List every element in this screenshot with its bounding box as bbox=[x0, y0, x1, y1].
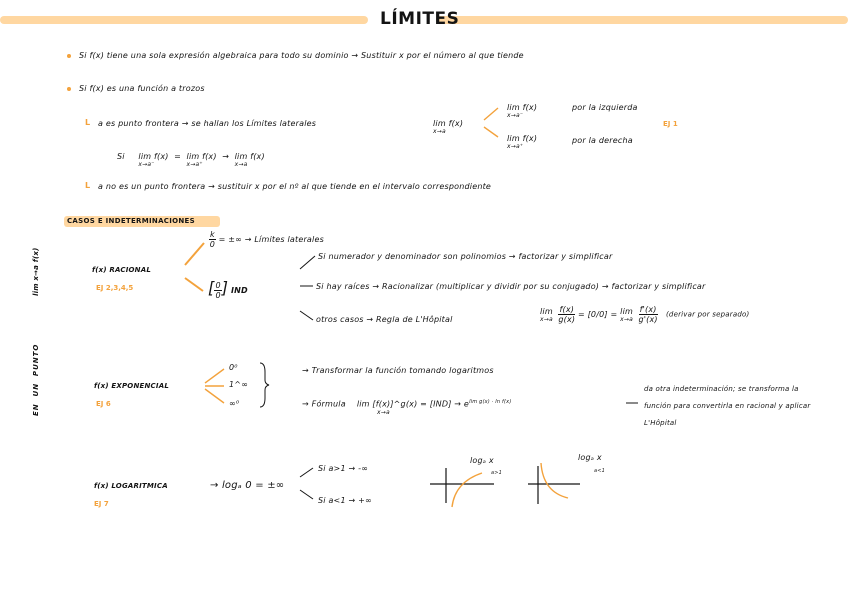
log-graph-2-curve bbox=[541, 463, 568, 498]
frontera-right-lim: lim f(x) x→a⁺ bbox=[507, 134, 538, 150]
k-over-zero: $\frac{k}{0}$ = ±∞ → Límites laterales bbox=[209, 230, 324, 249]
casos-title: CASOS E INDETERMINACIONES bbox=[67, 217, 195, 225]
ind-arrow-up bbox=[300, 256, 315, 269]
sub-bullet-marker-2: L bbox=[85, 181, 91, 190]
frontera-arrow-up bbox=[484, 108, 498, 120]
logaritmica-label: f(x) LOGARITMICA bbox=[94, 482, 168, 490]
racional-case-1: Si numerador y denominador son polinomios → factorizar y simplificar bbox=[318, 252, 613, 261]
ind-zero-over-zero: [ $\frac{0}{0}$ ] IND bbox=[208, 278, 248, 300]
racional-case-2: Si hay raíces → Racionalizar (multiplicar y dividir por su conjugado) → factorizar y simplificar bbox=[316, 282, 706, 291]
log-arrow-down bbox=[300, 490, 313, 499]
side-label-lim: lim x→a f(x) bbox=[32, 247, 40, 296]
frontera-left-lim: lim f(x) x→a⁻ bbox=[507, 103, 538, 119]
frontera-lim: lim f(x) x→a bbox=[433, 119, 464, 135]
si-line: Si lim f(x) x→a⁻ = lim f(x) x→a⁺ → lim f(x) x→a bbox=[117, 152, 265, 168]
bullet-2-text: Si f(x) es una función a trozos bbox=[79, 84, 205, 93]
racional-arrow-down bbox=[185, 278, 203, 291]
exp-formula: → Fórmula lim [f(x)]^g(x) = $[IND] \to e^{lim g(x) \cdot ln f(x)}$ x→a bbox=[302, 399, 512, 416]
log-graph-1-curve bbox=[452, 473, 482, 507]
exp-arrow-down bbox=[205, 389, 224, 403]
bullet-1-text: Si f(x) tiene una sola expresión algebraica para todo su dominio → Sustituir x por el número al que tiende bbox=[79, 51, 524, 60]
exponencial-ej: EJ 6 bbox=[96, 400, 111, 408]
racional-case-3: otros casos → Regla de L'Hôpital bbox=[316, 315, 453, 324]
ind-arrow-down bbox=[300, 311, 313, 320]
frontera-right-desc: por la derecha bbox=[572, 136, 633, 145]
log-expr: → logₐ 0 = ±∞ bbox=[210, 480, 285, 491]
exp-transform: → Transformar la función tomando logaritmos bbox=[302, 366, 494, 375]
exp-arrow-up bbox=[205, 369, 224, 383]
exp-form-2: ∞⁰ bbox=[229, 399, 240, 408]
log-case-2: Si a<1 → +∞ bbox=[318, 496, 372, 505]
log-graph-2-cond: a<1 bbox=[594, 468, 606, 474]
exp-form-0: 0⁰ bbox=[229, 363, 238, 372]
log-graph-1-cond: a>1 bbox=[491, 470, 503, 476]
log-graph-1-label: logₐ x bbox=[470, 456, 494, 465]
racional-arrow-up bbox=[185, 243, 204, 265]
frontera-left-desc: por la izquierda bbox=[572, 103, 638, 112]
sub-bullet-marker-1: L bbox=[85, 118, 91, 127]
lhopital-formula: lim x→a $\frac{f(x)}{g(x)}$ = [0/0] = lim x→a $\frac{f'(x)}{g'(x)}$ (derivar por separado) bbox=[540, 305, 750, 324]
log-arrow-up bbox=[300, 468, 313, 477]
no-frontera-text: a no es un punto frontera → sustituir x por el nº al que tiende en el intervalo correspondiente bbox=[98, 182, 492, 191]
side-label-en-un-punto: EN UN PUNTO bbox=[32, 343, 40, 416]
exp-form-1: 1^∞ bbox=[229, 380, 249, 389]
racional-ej: EJ 2,3,4,5 bbox=[96, 284, 134, 292]
logaritmica-ej: EJ 7 bbox=[94, 500, 109, 508]
log-graph-2-label: logₐ x bbox=[578, 453, 602, 462]
exp-note: da otra indeterminación; se transforma la función para convertirla en racional y aplicar L'Hôpital bbox=[644, 385, 811, 427]
page-title: LÍMITES bbox=[380, 9, 460, 29]
log-case-1: Si a>1 → -∞ bbox=[318, 464, 369, 473]
exponencial-label: f(x) EXPONENCIAL bbox=[94, 382, 169, 390]
frontera-arrow-down bbox=[484, 127, 498, 137]
racional-label: f(x) RACIONAL bbox=[92, 266, 152, 274]
frontera-text: a es punto frontera → se hallan los Límites laterales bbox=[98, 119, 317, 128]
exp-brace bbox=[260, 363, 269, 407]
ej-1-label: EJ 1 bbox=[663, 120, 678, 128]
